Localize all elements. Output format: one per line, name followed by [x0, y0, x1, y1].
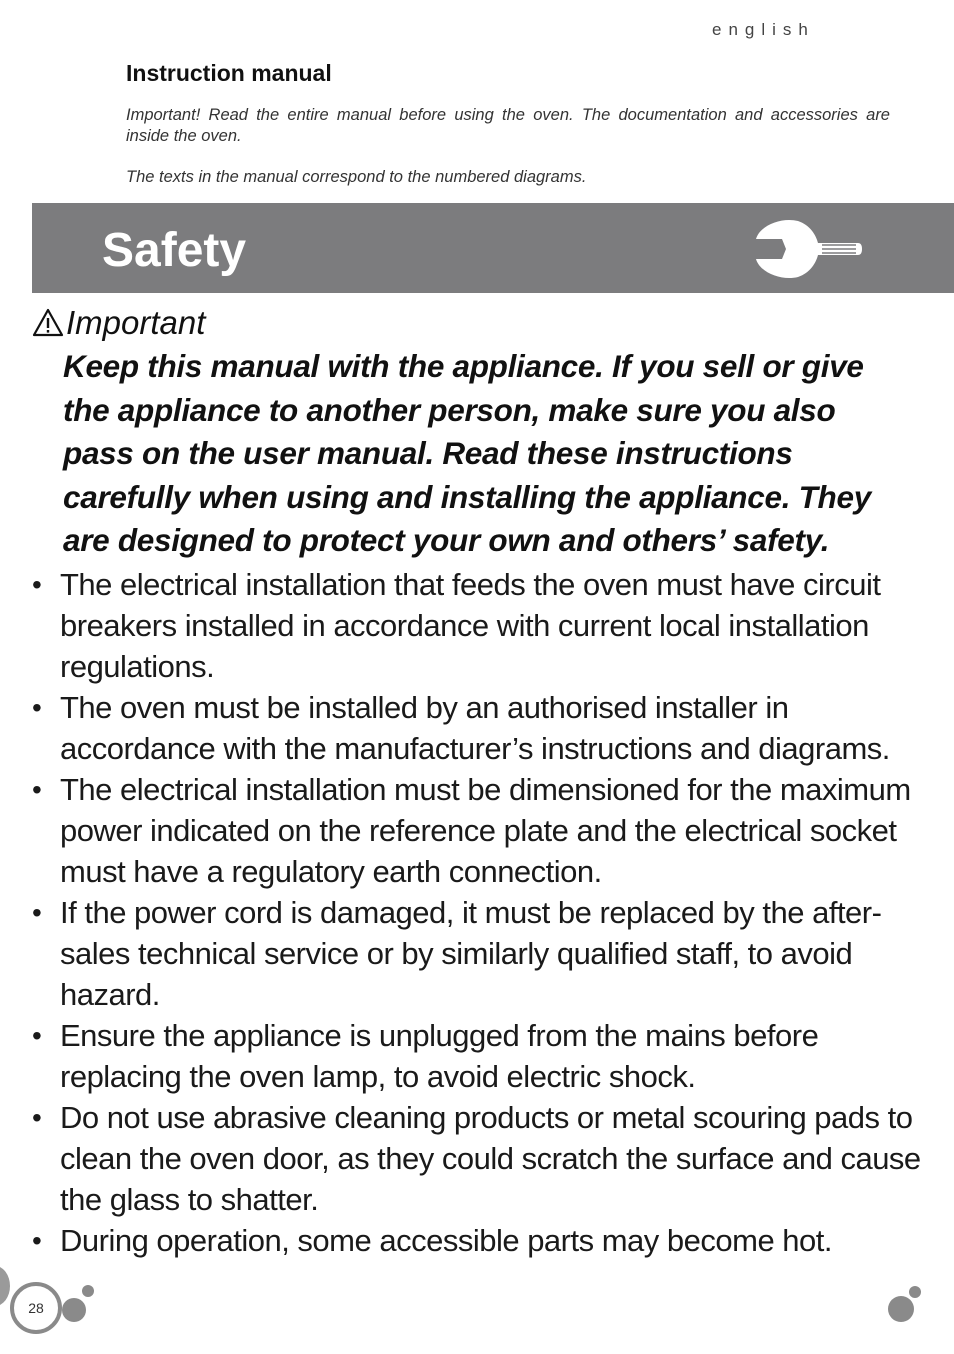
intro-paragraph: Important! Read the entire manual before using the oven. The documentation and accessories are inside the oven. [126, 106, 890, 145]
list-item: • Ensure the appliance is unplugged from the mains before replacing the oven lamp, to avoid electric shock. [32, 1015, 922, 1097]
warning-triangle-icon [32, 308, 64, 338]
list-item: • If the power cord is damaged, it must be replaced by the after-sales technical service or by similarly qualified staff, to avoid hazard. [32, 892, 922, 1015]
decorative-circle [909, 1286, 921, 1298]
decorative-circle [82, 1285, 94, 1297]
bullet-icon: • [32, 1020, 42, 1051]
wrench-icon [752, 217, 862, 281]
decorative-circle [888, 1296, 914, 1322]
list-item: • Do not use abrasive cleaning products or metal scouring pads to clean the oven door, as they could scratch the surface and cause the glass to shatter. [32, 1097, 922, 1220]
bullet-icon: • [32, 569, 42, 600]
bullet-icon: • [32, 1225, 42, 1256]
bullet-icon: • [32, 1102, 42, 1133]
list-item: • The electrical installation must be dimensioned for the maximum power indicated on the reference plate and the electrical socket must have a regulatory earth connection. [32, 769, 922, 892]
bullet-icon: • [32, 692, 42, 723]
safety-list [32, 564, 922, 1261]
page-number: 28 [10, 1282, 62, 1334]
list-item: • During operation, some accessible parts may become hot. [32, 1220, 922, 1261]
important-heading: Important [66, 304, 206, 341]
language-label: english [712, 20, 815, 39]
important-body: Keep this manual with the appliance. If you sell or give the appliance to another person, make sure you also pass on the user manual. Read these instructions carefully when using and installing the appliance. They are designed to protect your own and others’ safety. [63, 348, 871, 559]
decorative-circle [62, 1298, 86, 1322]
bullet-icon: • [32, 897, 42, 928]
section-banner [32, 203, 954, 293]
bullet-icon: • [32, 774, 42, 805]
important-notice [32, 303, 912, 563]
intro-paragraph: The texts in the manual correspond to the numbered diagrams. [126, 168, 587, 186]
list-item: • The electrical installation that feeds the oven must have circuit breakers installed in accordance with current local installation regulations. [32, 564, 922, 687]
section-title: Safety [102, 224, 247, 277]
decorative-circle [0, 1266, 10, 1306]
document-title: Instruction manual [126, 60, 332, 86]
list-item: • The oven must be installed by an authorised installer in accordance with the manufacturer’s instructions and diagrams. [32, 687, 922, 769]
